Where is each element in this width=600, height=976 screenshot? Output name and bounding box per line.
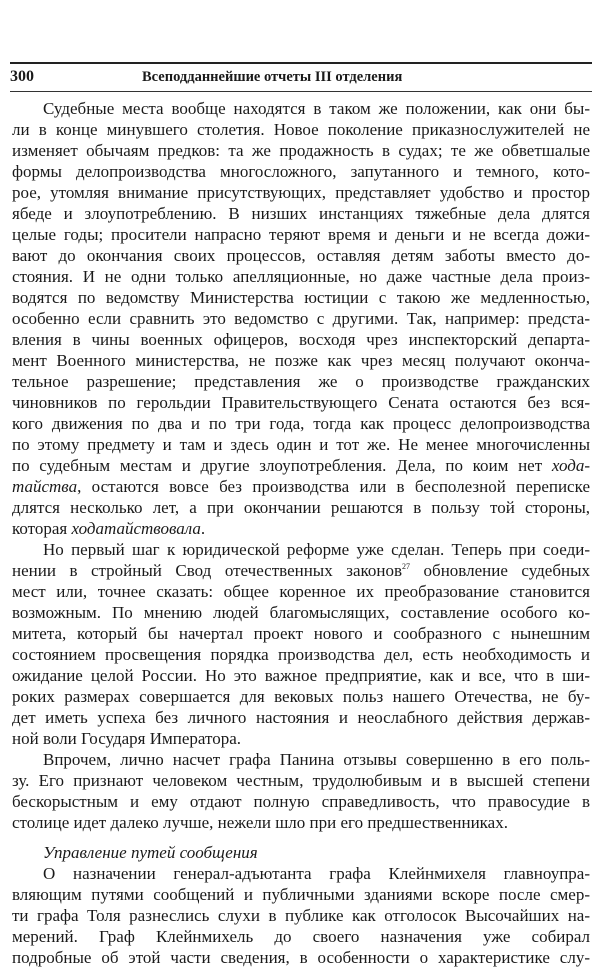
text-segment: состоянием просвещения порядка производства дел, есть необходимость и [12, 645, 590, 664]
text-line [12, 455, 590, 476]
text-line [12, 371, 590, 392]
text-segment: которая [12, 519, 72, 538]
text-line [12, 203, 590, 224]
text-line [12, 308, 590, 329]
text-segment: Судебные места вообще находятся в таком же положении, как они бы- [43, 99, 590, 118]
text-segment: Но первый шаг к юридической реформе уже сделан. Теперь при соеди- [43, 540, 590, 559]
text-segment: чиновников по герольдии Правительствующего Сената остаются без вся- [12, 393, 590, 412]
text-line [12, 329, 590, 350]
text-segment: водятся по ведомству Министерства юстиции с такою же медленностью, [12, 288, 590, 307]
text-line [12, 518, 590, 539]
text-line [12, 476, 590, 497]
italic-text: Управление путей сообщения [43, 843, 258, 862]
text-segment: мест или, точнее сказать: общее коренное их преобразование становится [12, 582, 590, 601]
text-segment: бескорыстным и ему отдают полную справедливость, что правосудие в [12, 792, 590, 811]
text-line [12, 497, 590, 518]
text-segment: формы делопроизводства многосложного, запутанного и темного, кото- [12, 162, 590, 181]
text-segment: , остаются вовсе без производства или в бесполезной переписке [77, 477, 590, 496]
text-segment: ной воли Государя Императора. [12, 729, 242, 748]
text-segment: дет иметь успеха без личного настояния и неослабного действия держав- [12, 708, 590, 727]
text-line [12, 791, 590, 812]
text-line [12, 224, 590, 245]
text-line [12, 707, 590, 728]
text-segment: Впрочем, лично насчет графа Панина отзывы совершенно в его поль- [43, 750, 590, 769]
text-line [12, 413, 590, 434]
page-header [10, 66, 592, 88]
text-line [12, 644, 590, 665]
text-segment: целые годы; просители напрасно теряют время и деньги и не всегда дожи- [12, 225, 590, 244]
text-segment: тельное разрешение; представления же о производстве гражданских [12, 372, 590, 391]
header-rule-bottom [10, 91, 592, 92]
text-line [12, 119, 590, 140]
text-line [12, 287, 590, 308]
text-line [12, 884, 590, 905]
text-segment: мерений. Граф Клейнмихель до своего назначения уже собирал [12, 927, 590, 946]
text-segment: изменяет обычаям предков: та же продажность в судах; те же обветшалые [12, 141, 590, 160]
text-segment: столице идет далеко лучше, нежели шло при его предшественниках. [12, 813, 508, 832]
text-line [12, 863, 590, 884]
section-heading [12, 842, 590, 863]
text-line [12, 686, 590, 707]
text-segment: кого движения по два и по три года, тогда как процесс делопроизводства [12, 414, 590, 433]
page-body-text [12, 98, 590, 968]
text-segment: стояния. И не одни только апелляционные, но даже частные дела произ- [12, 267, 590, 286]
text-line [12, 812, 590, 833]
text-segment: рое, утомляя внимание присутствующих, представляет удобство и простор [12, 183, 590, 202]
text-segment: ли в конце минувшего столетия. Новое поколение приказнослужителей не [12, 120, 590, 139]
text-segment: . [200, 519, 206, 538]
italic-text: тайства [12, 477, 78, 496]
page-number: 300 [10, 68, 34, 85]
italic-text: ходатайствовала [71, 519, 201, 538]
text-segment: по этому предмету и там и здесь один и тот же. Не менее многочисленны [12, 435, 590, 454]
text-line [12, 245, 590, 266]
text-line [12, 728, 590, 749]
text-segment: мент Военного министерства, не позже как чрез месяц получают оконча- [12, 351, 590, 370]
running-title: Всеподданнейшие отчеты III отделения [142, 69, 403, 85]
text-line [12, 182, 590, 203]
text-line [12, 560, 590, 581]
text-line [12, 350, 590, 371]
text-line [12, 749, 590, 770]
text-line [12, 623, 590, 644]
text-segment: по судебным местам и другие злоупотребления. Дела, по коим нет [12, 456, 552, 475]
text-segment: вляющим путями сообщений и публичными зданиями вскоре после смер- [12, 885, 590, 904]
text-line [12, 581, 590, 602]
text-segment: вления в чины военных офицеров, восходя чрез инспекторский департа- [12, 330, 590, 349]
text-segment: возможным. По мнению людей благомыслящих, составление особого ко- [12, 603, 590, 622]
text-segment: обновление судебных [410, 561, 590, 580]
text-segment: О назначении генерал-адъютанта графа Клейнмихеля главноупра- [43, 864, 590, 883]
text-segment: ти графа Толя разнеслись слухи в публике как отголосок Высочайших на- [12, 906, 590, 925]
text-line [12, 947, 590, 968]
text-segment: ожидание целой России. Но это важное предприятие, как и все, что в ши- [12, 666, 590, 685]
text-line [12, 926, 590, 947]
text-segment: зу. Его признают человеком честным, трудолюбивым и в высшей степени [12, 771, 590, 790]
text-line [12, 665, 590, 686]
text-segment: особенно если сравнить это ведомство с другими. Так, например: предста- [12, 309, 590, 328]
text-line [12, 434, 590, 455]
italic-text: хода- [551, 456, 590, 475]
text-line [12, 905, 590, 926]
text-line [12, 539, 590, 560]
text-segment: подробные об этой части сведения, в особенности о характеристике слу- [12, 948, 590, 967]
text-segment: ябеде и злоупотреблению. В низших инстанциях тяжебные дела длятся [12, 204, 590, 223]
header-rule-top [10, 62, 592, 64]
text-line [12, 392, 590, 413]
text-segment: нении в стройный Свод отечественных законов [12, 561, 403, 580]
text-segment: длятся несколько лет, а при окончании решаются в пользу той стороны, [12, 498, 590, 517]
text-segment: вают до окончания своих процессов, оставляя детям заботы вместо до- [12, 246, 590, 265]
footnote-ref: 27 [402, 562, 411, 571]
text-segment: митета, который бы начертал проект нового и сообразного с нынешним [12, 624, 590, 643]
text-line [12, 161, 590, 182]
text-segment: роких размерах совершается для вековых польз нашего Отечества, не бу- [12, 687, 590, 706]
text-line [12, 98, 590, 119]
text-line [12, 602, 590, 623]
text-line [12, 140, 590, 161]
text-line [12, 770, 590, 791]
text-line [12, 266, 590, 287]
